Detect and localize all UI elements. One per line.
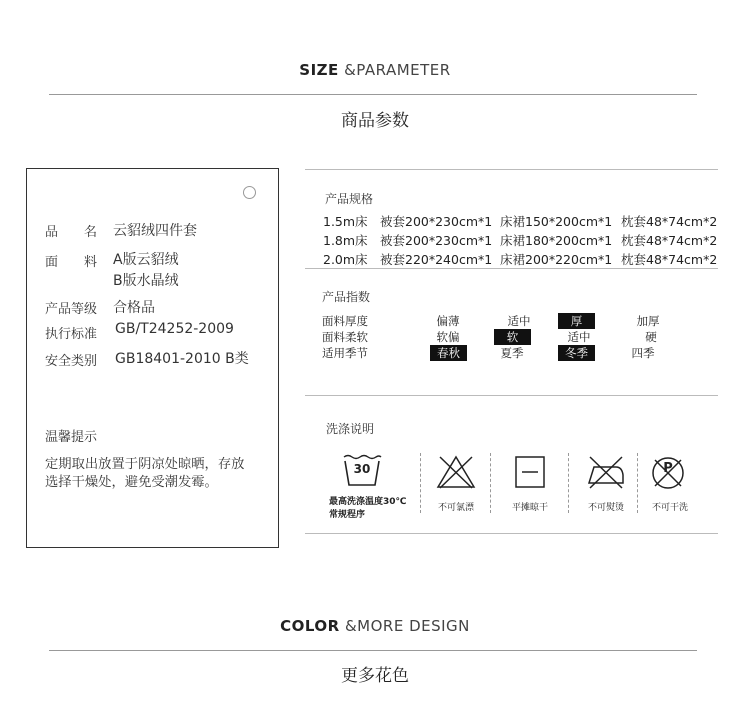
spec-pillow: 枕套48*74cm*2 xyxy=(621,214,718,229)
tag-label-safety: 安全类别 xyxy=(45,354,98,369)
tag-hole-icon xyxy=(243,186,256,199)
wash-caption-2: 常规程序 xyxy=(329,510,366,520)
index-title: 产品指数 xyxy=(322,290,371,304)
index-option: 四季 xyxy=(631,346,655,360)
index-option: 偏薄 xyxy=(436,314,460,328)
care-title: 洗涤说明 xyxy=(326,422,375,436)
tip-line-1: 定期取出放置于阴凉处晾晒，存放 xyxy=(45,457,245,472)
divider xyxy=(49,650,697,651)
spec-skirt: 床裙150*200cm*1 xyxy=(500,214,613,229)
section-subtitle-colors: 更多花色 xyxy=(341,666,409,686)
spec-duvet: 被套200*230cm*1 xyxy=(380,233,493,248)
no-iron-icon xyxy=(586,455,626,489)
index-option: 软偏 xyxy=(436,330,460,344)
separator xyxy=(490,453,491,513)
tag-value-fabric-a: A版云貂绒 xyxy=(113,252,179,268)
tag-label-fabric: 面 料 xyxy=(45,255,98,270)
spec-size: 1.5m床 xyxy=(323,214,368,229)
tag-value-safety: GB18401-2010 B类 xyxy=(115,351,249,367)
index-label-season: 适用季节 xyxy=(322,346,368,360)
wash-caption-1: 最高洗涤温度30℃ xyxy=(329,497,407,507)
flat-dry-caption: 平摊晾干 xyxy=(511,503,548,513)
separator xyxy=(637,453,638,513)
index-option-selected: 厚 xyxy=(558,313,595,329)
flat-dry-icon xyxy=(515,456,545,488)
spec-duvet: 被套220*240cm*1 xyxy=(380,252,493,267)
dryclean-letter: P xyxy=(663,461,673,476)
spec-size: 2.0m床 xyxy=(323,252,368,267)
section-title-color xyxy=(0,617,750,635)
index-label-softness: 面料柔软 xyxy=(322,330,368,344)
tag-value-fabric-b: B版水晶绒 xyxy=(113,273,179,289)
no-dryclean-caption: 不可干洗 xyxy=(651,503,688,513)
separator xyxy=(420,453,421,513)
index-option-selected: 春秋 xyxy=(430,345,467,361)
tag-label-name: 品 名 xyxy=(45,225,98,240)
panel-top-border xyxy=(305,169,718,170)
index-option: 夏季 xyxy=(500,346,524,360)
section-title-size xyxy=(0,61,750,79)
divider xyxy=(49,94,697,95)
no-bleach-caption: 不可氯漂 xyxy=(437,503,474,513)
section-subtitle-params: 商品参数 xyxy=(341,111,409,131)
index-option: 加厚 xyxy=(636,314,660,328)
panel-divider-1 xyxy=(305,268,718,269)
spec-skirt: 床裙200*220cm*1 xyxy=(500,252,613,267)
spec-title: 产品规格 xyxy=(325,192,374,206)
panel-divider-2 xyxy=(305,395,718,396)
section-title-bold: SIZE xyxy=(299,61,339,79)
panel-bottom-border xyxy=(305,533,718,534)
index-option: 适中 xyxy=(507,314,531,328)
index-label-thickness: 面料厚度 xyxy=(322,314,368,328)
tag-value-grade: 合格品 xyxy=(113,300,155,316)
tag-label-grade: 产品等级 xyxy=(45,302,98,317)
tag-value-name: 云貂绒四件套 xyxy=(113,223,197,239)
spec-skirt: 床裙180*200cm*1 xyxy=(500,233,613,248)
tip-line-2: 选择干燥处，避免受潮发霉。 xyxy=(45,475,218,490)
section-title-rest: &PARAMETER xyxy=(338,61,451,79)
index-option-selected: 软 xyxy=(494,329,531,345)
index-option: 硬 xyxy=(645,330,657,344)
spec-size: 1.8m床 xyxy=(323,233,368,248)
wash-temp-label: 30 xyxy=(353,462,371,476)
index-option: 适中 xyxy=(567,330,591,344)
tip-title: 温馨提示 xyxy=(45,430,98,445)
section-title-bold: COLOR xyxy=(280,617,340,635)
tag-value-standard: GB/T24252-2009 xyxy=(115,321,234,337)
spec-duvet: 被套200*230cm*1 xyxy=(380,214,493,229)
no-iron-caption: 不可熨烫 xyxy=(587,503,624,513)
section-title-rest: &MORE DESIGN xyxy=(339,617,470,635)
tag-label-standard: 执行标准 xyxy=(45,327,98,342)
no-bleach-icon xyxy=(436,455,476,489)
spec-pillow: 枕套48*74cm*2 xyxy=(621,233,718,248)
index-option-selected: 冬季 xyxy=(558,345,595,361)
spec-pillow: 枕套48*74cm*2 xyxy=(621,252,718,267)
separator xyxy=(568,453,569,513)
